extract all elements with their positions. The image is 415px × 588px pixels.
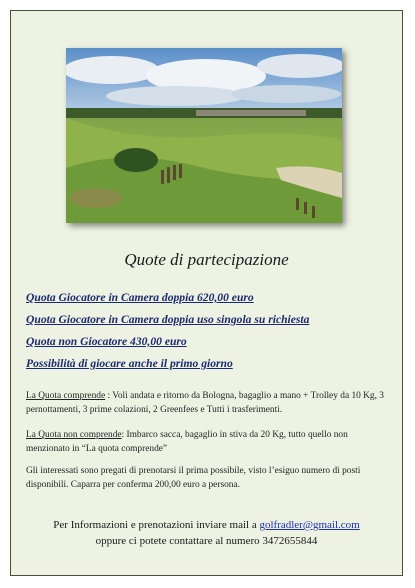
non-comprende-label: La Quota non comprende bbox=[26, 430, 122, 440]
quote-doppia: Quota Giocatore in Camera doppia 620,00 euro bbox=[26, 291, 254, 304]
contact-block bbox=[11, 517, 402, 549]
non-comprende-text: : Imbarco sacca, bagaglio in stiva da 20 Kg, tutto quello non menzionato in “La quota comprende” bbox=[26, 430, 348, 454]
comprende-label: La Quota comprende bbox=[26, 391, 106, 401]
page-title: Quote di partecipazione bbox=[124, 250, 289, 269]
contact-line-2: oppure ci potete contattare al numero 3472655844 bbox=[95, 535, 318, 547]
non-comprende-paragraph bbox=[26, 429, 388, 457]
quote-primo-giorno: Possibilità di giocare anche il primo giorno bbox=[26, 357, 233, 370]
golf-course-photo bbox=[66, 48, 342, 223]
comprende-paragraph bbox=[26, 390, 388, 418]
flyer-page bbox=[10, 10, 403, 576]
comprende-text: : Voli andata e ritorno da Bologna, bagaglio a mano + Trolley da 10 Kg, 3 pernottamenti, 3 prime colazioni, 2 Greenfees e Tutti i trasferimenti. bbox=[26, 391, 384, 415]
contact-text: Per Informazioni e prenotazioni inviare mail a bbox=[53, 519, 260, 531]
email-link[interactable]: golfradler@gmail.com bbox=[259, 519, 360, 531]
contact-line-1 bbox=[11, 517, 402, 533]
note-paragraph: Gli interessati sono pregati di prenotarsi il prima possibile, visto l’esiguo numero di posti disponibili. Caparra per conferma 200,00 euro a persona. bbox=[26, 466, 361, 490]
quote-non-giocatore: Quota non Giocatore 430,00 euro bbox=[26, 335, 187, 348]
quote-singola: Quota Giocatore in Camera doppia uso singola su richiesta bbox=[26, 313, 310, 326]
